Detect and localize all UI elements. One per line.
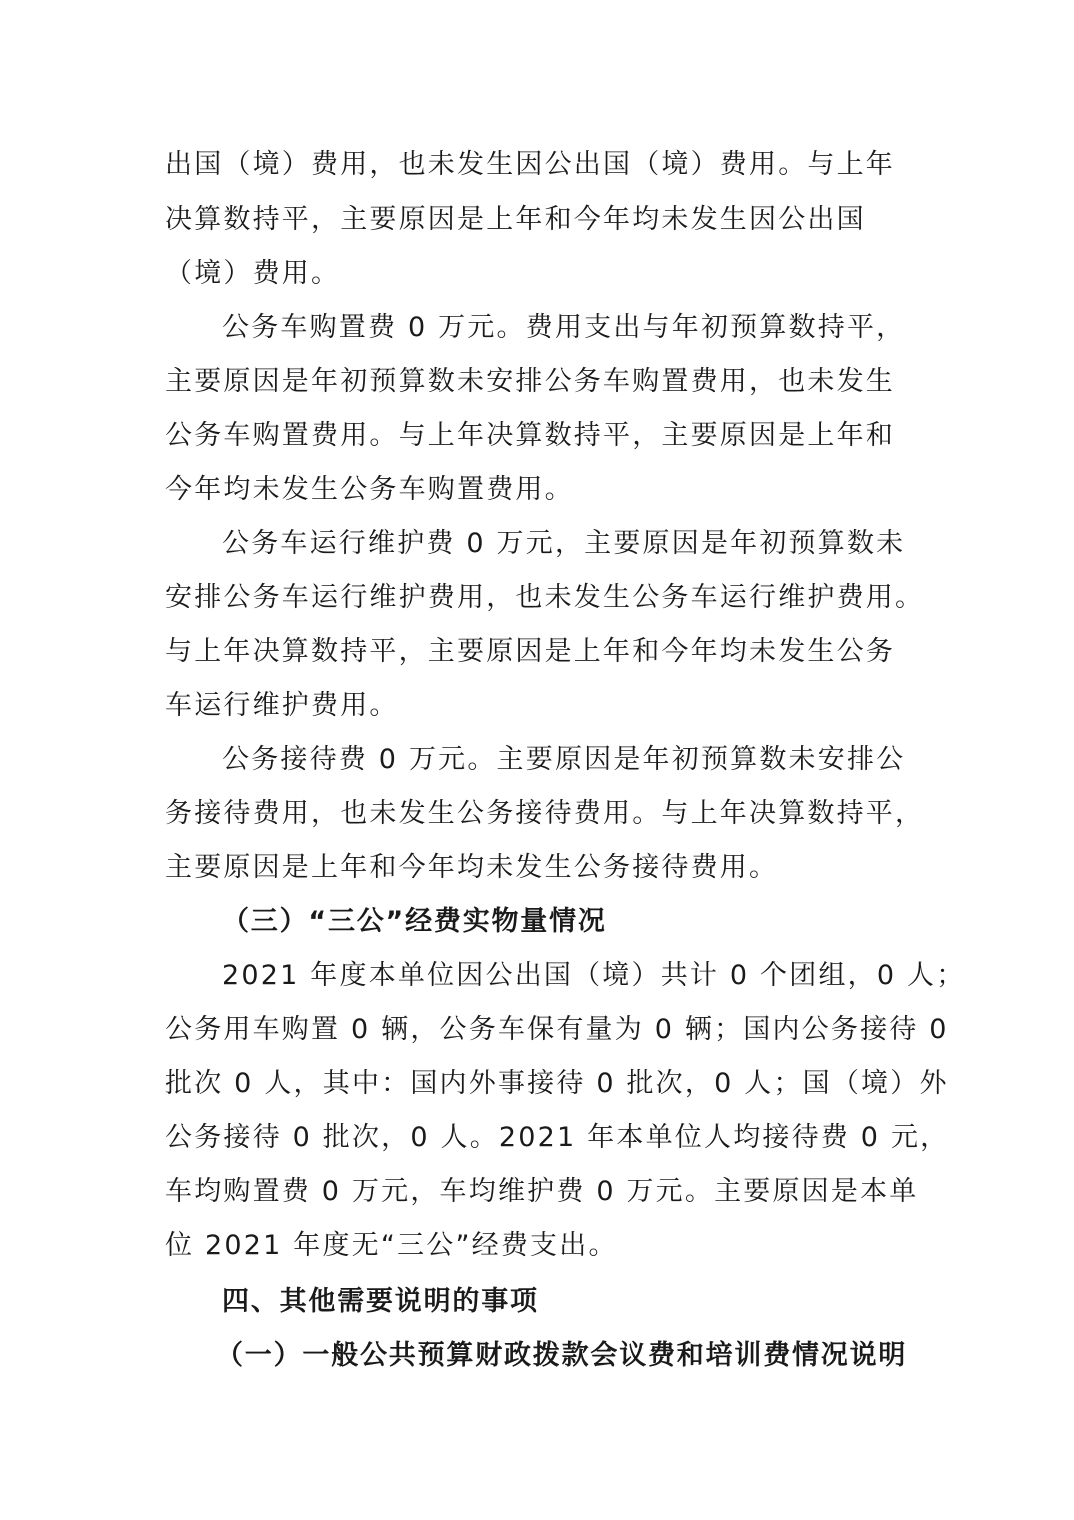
paragraph-start-line: 公务车运行维护费 0 万元，主要原因是年初预算数未 xyxy=(222,528,906,559)
text-line: 公务用车购置 0 辆，公务车保有量为 0 辆；国内公务接待 0 xyxy=(165,1014,949,1045)
chapter-heading: 四、其他需要说明的事项 xyxy=(222,1286,539,1317)
text-line: 决算数持平，主要原因是上年和今年均未发生因公出国 xyxy=(165,204,866,235)
text-line: 车均购置费 0 万元，车均维护费 0 万元。主要原因是本单 xyxy=(165,1176,919,1207)
text-line: （境）费用。 xyxy=(165,258,341,289)
text-line: 位 2021 年度无“三公”经费支出。 xyxy=(165,1230,618,1261)
text-line: 主要原因是年初预算数未安排公务车购置费用，也未发生 xyxy=(165,366,895,397)
paragraph-start-line: 公务车购置费 0 万元。费用支出与年初预算数持平， xyxy=(222,312,906,343)
text-line: 公务接待 0 批次，0 人。2021 年本单位人均接待费 0 元， xyxy=(165,1122,950,1153)
text-line: 公务车购置费用。与上年决算数持平，主要原因是上年和 xyxy=(165,420,895,451)
text-line: 与上年决算数持平，主要原因是上年和今年均未发生公务 xyxy=(165,636,895,667)
text-line: 批次 0 人，其中：国内外事接待 0 批次，0 人；国（境）外 xyxy=(165,1068,949,1099)
text-line: 务接待费用，也未发生公务接待费用。与上年决算数持平， xyxy=(165,798,925,829)
section-heading: （三）“三公”经费实物量情况 xyxy=(222,906,607,937)
subsection-heading: （一）一般公共预算财政拨款会议费和培训费情况说明 xyxy=(216,1340,908,1371)
text-line: 今年均未发生公务车购置费用。 xyxy=(165,474,574,505)
text-line: 主要原因是上年和今年均未发生公务接待费用。 xyxy=(165,852,779,883)
text-line: 车运行维护费用。 xyxy=(165,690,399,721)
paragraph-start-line: 2021 年度本单位因公出国（境）共计 0 个团组，0 人； xyxy=(222,960,966,991)
text-line: 出国（境）费用，也未发生因公出国（境）费用。与上年 xyxy=(165,149,895,180)
paragraph-start-line: 公务接待费 0 万元。主要原因是年初预算数未安排公 xyxy=(222,744,906,775)
text-line: 安排公务车运行维护费用，也未发生公务车运行维护费用。 xyxy=(165,582,925,613)
